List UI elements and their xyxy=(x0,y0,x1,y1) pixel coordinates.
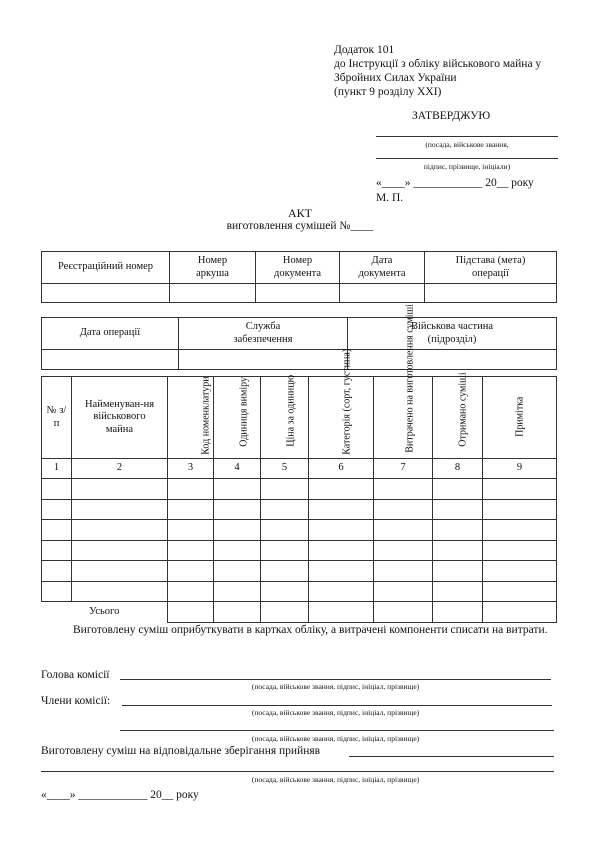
approval-position-line xyxy=(376,136,558,137)
column-number: 4 xyxy=(214,459,261,479)
header-item-name: Найменуван-ня військового майна xyxy=(72,377,168,459)
registration-table xyxy=(41,251,557,303)
approval-signature-line xyxy=(376,158,558,159)
operation-date-cell[interactable] xyxy=(42,350,179,370)
column-number: 9 xyxy=(483,459,557,479)
column-number: 7 xyxy=(374,459,433,479)
header-registration-number: Реєстраційний номер xyxy=(42,252,170,284)
commission-members-label: Члени комісії: xyxy=(41,695,111,707)
signature-hint: (посада, військове звання, підпис, ініціал, прізвище) xyxy=(251,708,420,717)
annex-line-1: Додаток 101 xyxy=(334,44,395,56)
registration-number-cell[interactable] xyxy=(42,284,170,303)
approval-hint-2: підпис, прізвище, ініціали) xyxy=(423,162,511,171)
commission-head-label: Голова комісії xyxy=(41,669,110,681)
header-received: Отримано суміші xyxy=(457,372,469,447)
commission-member-line[interactable] xyxy=(120,730,554,731)
table-row[interactable] xyxy=(42,520,557,541)
table-row[interactable] xyxy=(42,561,557,582)
storage-line[interactable] xyxy=(349,756,554,757)
header-spent: Витрачено на виготовлення суміші xyxy=(404,304,416,453)
write-off-paragraph: Виготовлену суміш оприбуткувати в картках обліку, а витрачені компоненти списати на витрати. xyxy=(73,624,548,636)
header-row-number: № з/п xyxy=(42,377,72,459)
supply-service-cell[interactable] xyxy=(179,350,348,370)
table-row[interactable] xyxy=(42,581,557,602)
table-row[interactable] xyxy=(42,479,557,500)
signature-hint: (посада, військове звання, підпис, ініціал, прізвище) xyxy=(251,682,420,691)
annex-line-4: (пункт 9 розділу XXI) xyxy=(334,86,442,98)
total-label: Усього xyxy=(42,602,168,623)
column-number: 2 xyxy=(72,459,168,479)
table-row[interactable] xyxy=(42,540,557,561)
header-unit: Одиниця виміру xyxy=(238,377,250,447)
header-sheet-number: Номер аркуша xyxy=(170,252,256,284)
header-operation-basis: Підстава (мета) операції xyxy=(425,252,557,284)
total-row xyxy=(42,602,557,623)
storage-line-2[interactable] xyxy=(41,771,554,772)
annex-line-3: Збройних Силах України xyxy=(334,72,457,84)
header-supply-service: Служба забезпечення xyxy=(179,318,348,350)
header-document-number: Номер документа xyxy=(256,252,340,284)
document-title: АКТ xyxy=(288,206,312,220)
header-document-date: Дата документа xyxy=(340,252,425,284)
column-number: 5 xyxy=(261,459,309,479)
document-date-cell[interactable] xyxy=(340,284,425,303)
operation-table xyxy=(41,317,557,370)
storage-label: Виготовлену суміш на відповідальне зберігання прийняв xyxy=(41,745,321,757)
column-number: 3 xyxy=(168,459,214,479)
approval-hint-1: (посада, військове звання, xyxy=(425,140,509,149)
header-operation-date: Дата операції xyxy=(42,318,179,350)
header-note: Примітка xyxy=(513,396,525,438)
header-category: Категорія (сорт, густина) xyxy=(341,349,353,455)
column-number: 1 xyxy=(42,459,72,479)
signature-hint: (посада, військове звання, підпис, ініціал, прізвище) xyxy=(251,775,420,784)
approval-title: ЗАТВЕРДЖУЮ xyxy=(412,110,491,122)
document-number-cell[interactable] xyxy=(256,284,340,303)
bottom-date-line: «____» ____________ 20__ року xyxy=(41,789,199,801)
document-subtitle: виготовлення сумішей №____ xyxy=(226,220,374,232)
annex-line-2: до Інструкції з обліку військового майна у xyxy=(334,58,542,70)
operation-basis-cell[interactable] xyxy=(425,284,557,303)
table-row[interactable] xyxy=(42,499,557,520)
header-unit-price: Ціна за одиницю xyxy=(285,375,297,447)
column-number: 6 xyxy=(309,459,374,479)
column-numbers-row xyxy=(42,459,557,479)
approval-date-line: «____» ____________ 20__ року xyxy=(376,177,534,189)
sheet-number-cell[interactable] xyxy=(170,284,256,303)
column-number: 8 xyxy=(433,459,483,479)
commission-member-line[interactable] xyxy=(122,705,552,706)
military-unit-cell[interactable] xyxy=(348,350,557,370)
commission-head-line[interactable] xyxy=(120,679,551,680)
approval-stamp: М. П. xyxy=(376,192,404,204)
signature-hint: (посада, військове звання, підпис, ініціал, прізвище) xyxy=(251,734,420,743)
header-nomenclature-code: Код номенклатури xyxy=(200,376,212,455)
header-military-unit: Військова частина (підрозділ) xyxy=(348,318,557,350)
